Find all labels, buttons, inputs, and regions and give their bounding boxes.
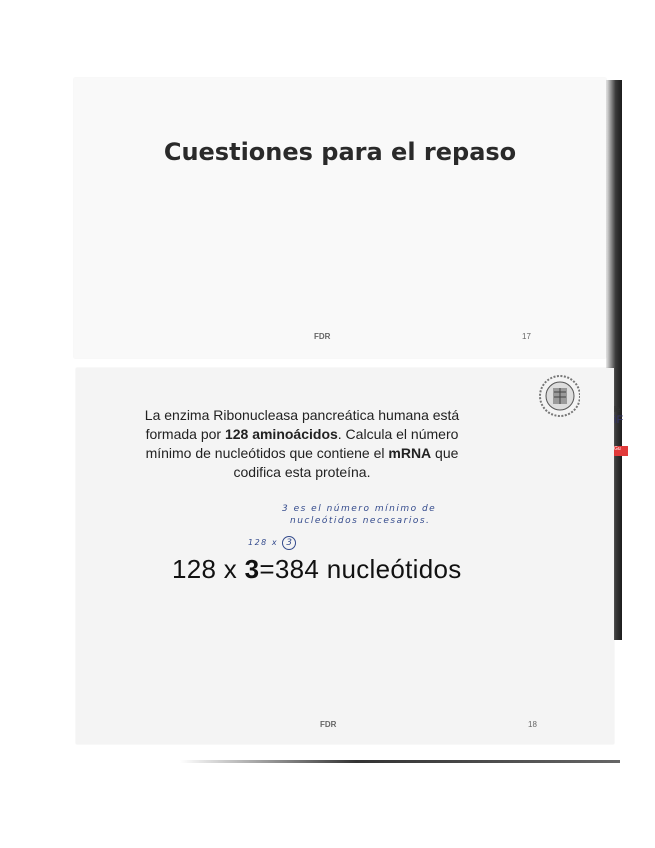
background-edge-line	[180, 760, 620, 763]
slide-footer: FDR	[320, 720, 337, 729]
handwritten-calc-text: 128 x	[248, 538, 279, 547]
slide-page-number: 18	[528, 720, 537, 729]
slide-17	[74, 78, 606, 358]
side-mark-1: le	[614, 405, 621, 414]
slide-footer: FDR	[314, 332, 331, 341]
side-mark-2: iF	[614, 414, 624, 426]
university-seal-icon	[534, 370, 580, 422]
answer-bold: 3	[244, 554, 260, 584]
handwritten-circled-3: 3	[282, 536, 296, 550]
background-red-tab	[614, 446, 628, 456]
side-mark-3: Gu	[614, 446, 621, 452]
slide-18	[76, 368, 614, 744]
question-part-1: La enzima Ribonucleasa pancreática humana está formada por	[144, 407, 460, 442]
question-bold-amino: 128 aminoácidos	[224, 426, 338, 442]
handwritten-note-line2: nucleótidos necesarios.	[290, 516, 431, 526]
slide-title: Cuestiones para el repaso	[163, 138, 517, 166]
handwritten-note-line1: 3 es el número mínimo de	[282, 504, 437, 514]
handwritten-calc	[248, 536, 296, 550]
slide-page-number: 17	[522, 332, 531, 341]
answer-suffix: =384 nucleótidos	[259, 554, 462, 584]
question-bold-mrna: mRNA	[388, 445, 432, 461]
background-side-text	[614, 405, 638, 465]
answer-text	[172, 554, 462, 585]
question-text	[142, 406, 462, 482]
answer-prefix: 128 x	[172, 554, 245, 584]
question-part-3: que codifica esta proteína.	[233, 445, 459, 480]
question-part-2: . Calcula el número mínimo de nucleótidos que contiene el	[145, 426, 459, 461]
